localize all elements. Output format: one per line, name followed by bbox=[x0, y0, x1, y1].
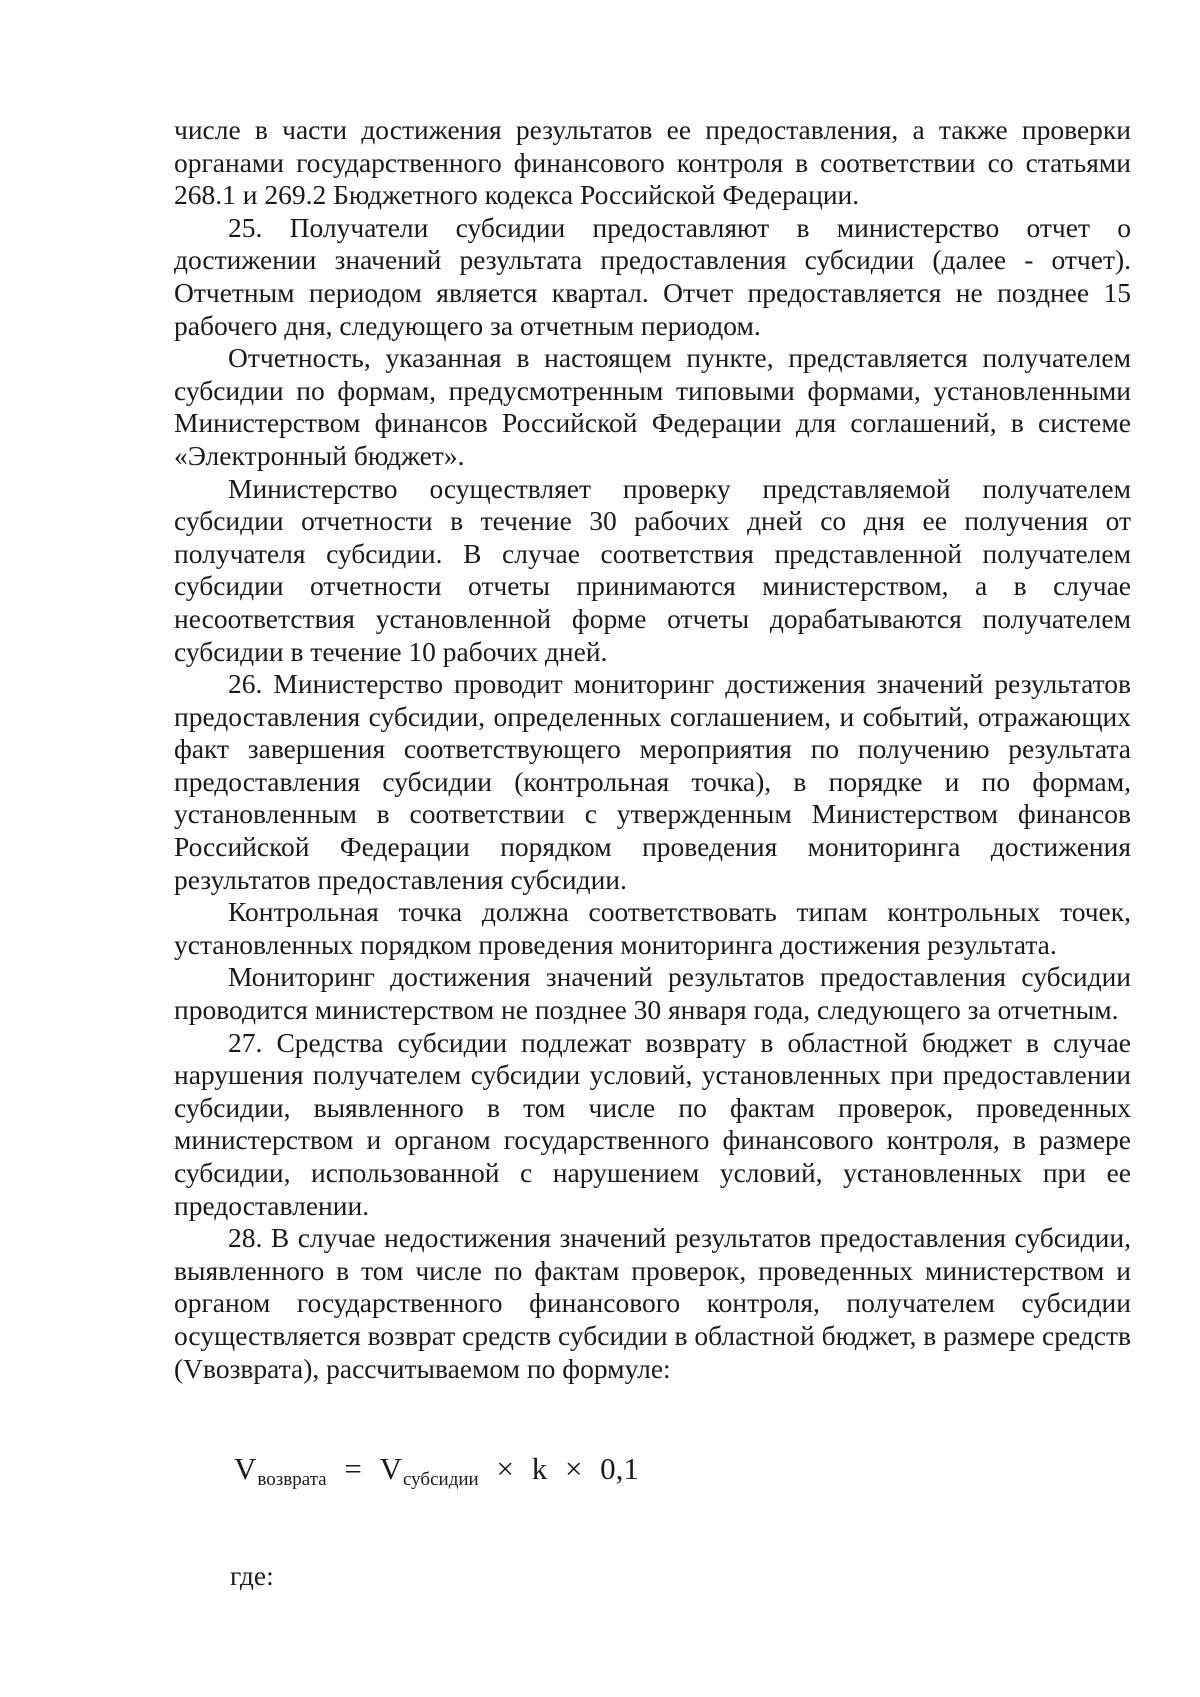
formula-rhs-subscript: субсидии bbox=[403, 1469, 479, 1490]
where-label: где: bbox=[230, 1560, 274, 1591]
formula-lhs-symbol: V bbox=[234, 1451, 257, 1486]
refund-formula bbox=[234, 1451, 639, 1491]
paragraph-monitoring-deadline: Мониторинг достижения значений результатов предоставления субсидии проводится министерством не позднее 30 января года, следующего за отчетным. bbox=[174, 961, 1131, 1026]
paragraph-continuation: числе в части достижения результатов ее предоставления, а также проверки органами государственного финансового контроля в соответствии со статьями 268.1 и 269.2 Бюджетного кодекса Российской Федерации. bbox=[174, 114, 1131, 211]
paragraph-28: 28. В случае недостижения значений результатов предоставления субсидии, выявленного в том числе по фактам проверок, проведенных министерством и органом государственного финансового контроля, получателем субсидии осуществляется возврат средств субсидии в областной бюджет, в размере средств (Vвозврата), рассчитываемом по формуле: bbox=[174, 1222, 1131, 1384]
formula-lhs-subscript: возврата bbox=[257, 1469, 327, 1490]
formula-multiply-2: × bbox=[564, 1451, 583, 1486]
formula-equals: = bbox=[344, 1451, 362, 1486]
formula-k: k bbox=[531, 1451, 548, 1486]
paragraph-report-check: Министерство осуществляет проверку представляемой получателем субсидии отчетности в течение 30 рабочих дней со дня ее получения от получателя субсидии. В случае соответствия представленной получателем субсидии отчетности отчеты принимаются министерством, а в случае несоответствия установленной форме отчеты дорабатываются получателем субсидии в течение 10 рабочих дней. bbox=[174, 472, 1131, 667]
formula-multiply-1: × bbox=[496, 1451, 514, 1486]
paragraph-26: 26. Министерство проводит мониторинг достижения значений результатов предоставления субсидии, определенных соглашением, и событий, отражающих факт завершения соответствующего мероприятия по получению результата предоставления субсидии (контрольная точка), в порядке и по формам, установленным в соответствии с утвержденным Министерством финансов Российской Федерации порядком проведения мониторинга достижения результатов предоставления субсидии. bbox=[174, 668, 1131, 895]
paragraph-25: 25. Получатели субсидии предоставляют в министерство отчет о достижении значений результата предоставления субсидии (далее - отчет). Отчетным периодом является квартал. Отчет предоставляется не позднее 15 рабочего дня, следующего за отчетным периодом. bbox=[174, 211, 1131, 341]
paragraph-control-point: Контрольная точка должна соответствовать типам контрольных точек, установленных порядком проведения мониторинга достижения результата. bbox=[174, 896, 1131, 960]
formula-rhs-symbol: V bbox=[379, 1451, 402, 1486]
paragraph-27: 27. Средства субсидии подлежат возврату в областной бюджет в случае нарушения получателем субсидии условий, установленных при предоставлении субсидии, выявленного в том числе по фактам проверок, проведенных министерством и органом государственного финансового контроля, в размере субсидии, использованной с нарушением условий, установленных при ее предоставлении. bbox=[174, 1026, 1131, 1221]
document-body bbox=[174, 114, 1131, 1385]
formula-coefficient: 0,1 bbox=[600, 1451, 639, 1486]
paragraph-reporting-forms: Отчетность, указанная в настоящем пункте, представляется получателем субсидии по формам, предусмотренным типовыми формами, установленными Министерством финансов Российской Федерации для соглашений, в системе «Электронный бюджет». bbox=[174, 342, 1131, 471]
